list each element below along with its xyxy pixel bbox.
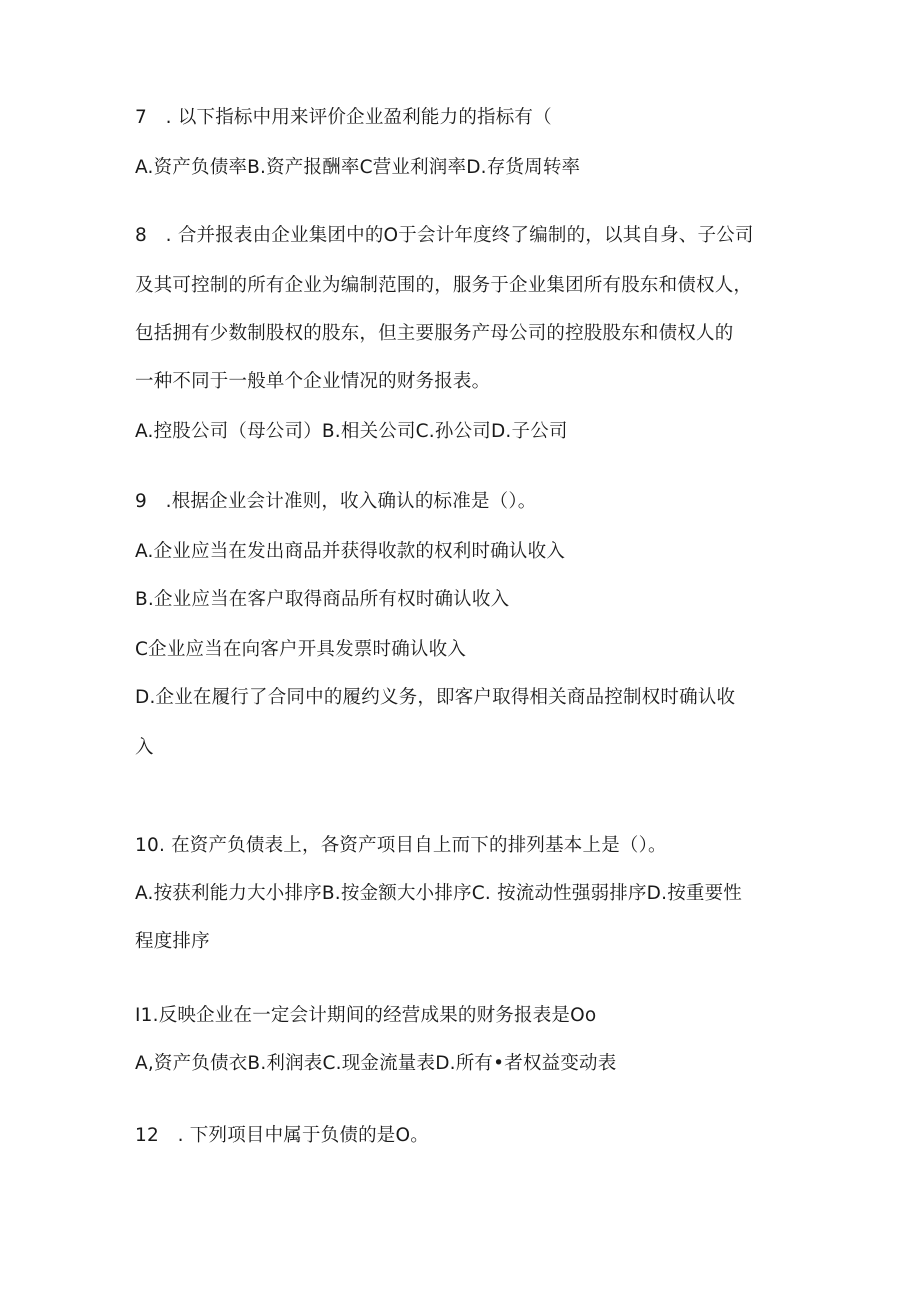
question-10-options-line-2: 程度排序 — [135, 931, 210, 952]
question-10-options-line-1: A.按获利能力大小排序B.按金额大小排序C. 按流动性强弱排序D.按重要性 — [135, 883, 742, 904]
question-9-option-d-line-1: D.企业在履行了合同中的履约义务，即客户取得相关商品控制权时确认收 — [135, 687, 736, 708]
question-9-option-c: C企业应当在向客户开具发票时确认收入 — [135, 639, 467, 660]
question-7-stem: 7 . 以下指标中用来评价企业盈利能力的指标有（ — [135, 107, 552, 128]
question-8-options: A.控股公司（母公司）B.相关公司C.孙公司D.子公司 — [135, 421, 568, 442]
question-9-stem: 9 .根据企业会计准则，收入确认的标准是（）。 — [135, 491, 537, 512]
question-8-stem-line-3: 包括拥有少数制股权的股东，但主要服务产母公司的控股股东和债权人的 — [135, 323, 734, 344]
question-9-option-a: A.企业应当在发出商品并获得收款的权利时确认收入 — [135, 541, 566, 562]
question-11-options: A,资产负债衣B.利润表C.现金流量表D.所有•者权益变动表 — [135, 1053, 617, 1074]
question-12-stem: 12 . 下列项目中属于负债的是O。 — [135, 1125, 429, 1146]
question-8-stem-line-1: 8 . 合并报表由企业集团中的O于会计年度终了编制的，以其自身、子公司 — [135, 225, 754, 246]
question-8-stem-line-2: 及其可控制的所有企业为编制范围的，服务于企业集团所有股东和债权人， — [135, 275, 753, 296]
question-7-options: A.资产负债率B.资产报酬率C营业利润率D.存货周转率 — [135, 157, 581, 178]
question-9-option-b: B.企业应当在客户取得商品所有权时确认收入 — [135, 589, 510, 610]
question-9-option-d-line-2: 入 — [135, 737, 154, 758]
question-8-stem-line-4: 一种不同于一般单个企业情况的财务报表。 — [135, 371, 491, 392]
question-11-stem: I1.反映企业在一定会计期间的经营成果的财务报表是Oo — [135, 1005, 597, 1026]
question-10-stem: 10. 在资产负债表上，各资产项目自上而下的排列基本上是（）。 — [135, 835, 667, 856]
